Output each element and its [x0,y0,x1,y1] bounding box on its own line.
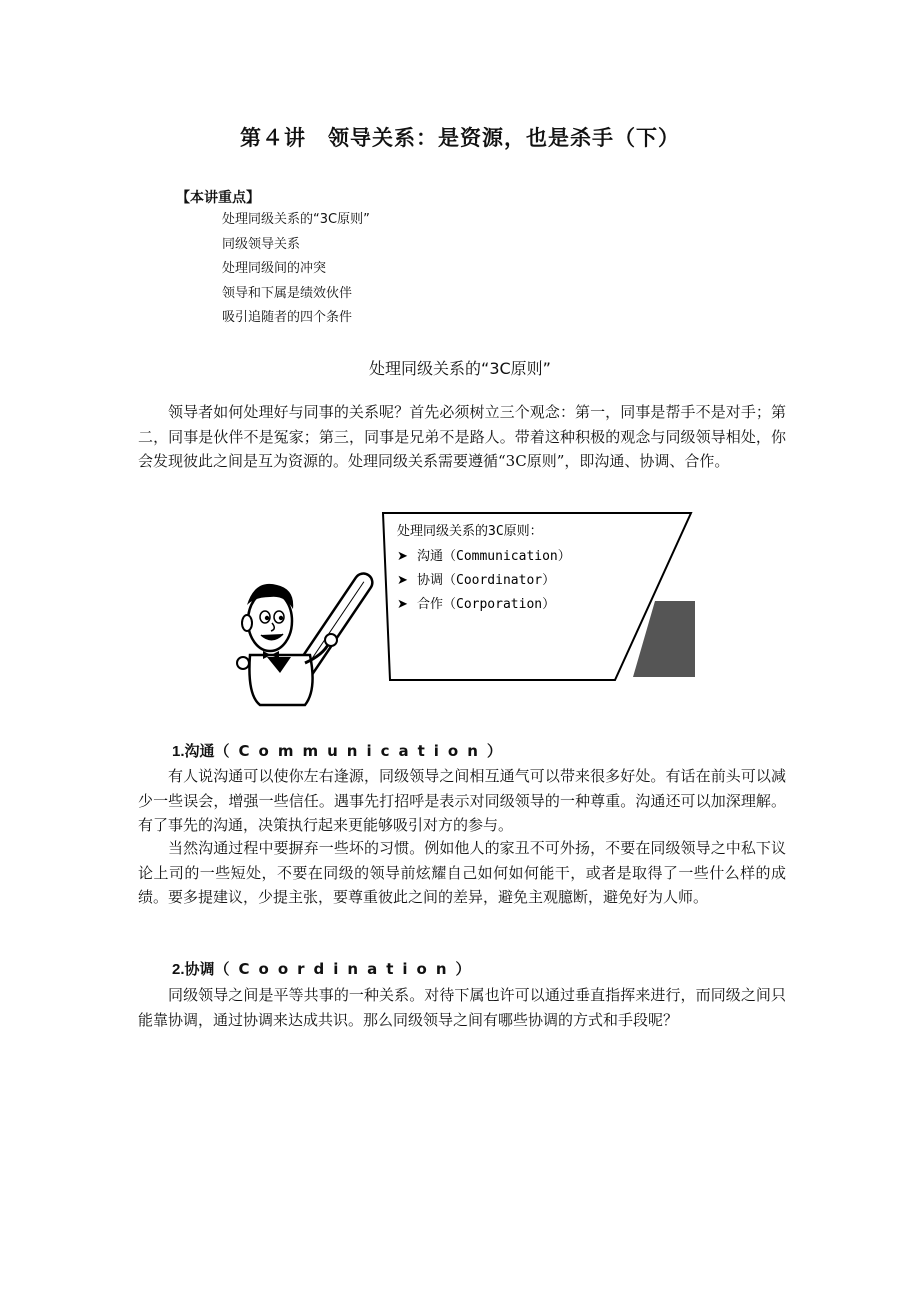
board-bullet: 协调（Coordinator） [417,573,556,588]
3c-principle-figure [225,505,705,710]
communication-paragraph: 当然沟通过程中要摒弃一些坏的习惯。例如他人的家丑不可外扬，不要在同级领导之中私下议论上司的一些短处，不要在同级的领导前炫耀自己如何如何能干，或者是取得了一些什么样的成绩。要多提建议，少提主张，要尊重彼此之间的差异，避免主观臆断，避免好为人师。 [138,839,786,906]
coordination-paragraph: 同级领导之间是平等共事的一种关系。对待下属也许可以通过垂直指挥来进行，而同级之间只能靠协调，通过协调来达成共识。那么同级领导之间有哪些协调的方式和手段呢？ [138,986,786,1029]
arrow-bullet-icon: ➤ [397,549,408,564]
lecture-title: 第４讲 领导关系：是资源，也是杀手（下） [240,126,680,150]
arrow-bullet-icon: ➤ [397,573,408,588]
focus-item: 同级领导关系 [222,236,301,252]
board-bullet: 合作（Corporation） [417,597,556,612]
focus-item: 领导和下属是绩效伙伴 [222,285,353,301]
heading-communication [172,740,511,761]
communication-paragraph: 有人说沟通可以使你左右逢源，同级领导之间相互通气可以带来很多好处。有话在前头可以减少一些误会，增强一些信任。遇事先打招呼是表示对同级领导的一种尊重。沟通还可以加深理解。有了事先的沟通，决策执行起来更能够吸引对方的参与。 [138,767,786,834]
heading-en: （Coordination） [214,960,480,978]
heading-cn: 协调 [184,960,215,978]
intro-paragraph: 领导者如何处理好与同事的关系呢？首先必须树立三个观念：第一，同事是帮手不是对手；第二，同事是伙伴不是冤家；第三，同事是兄弟不是路人。带着这种积极的观念与同级领导相处，你会发现彼此之间是互为资源的。处理同级关系需要遵循“3C原则”，即沟通、协调、合作。 [138,403,786,470]
board-title: 处理同级关系的3C原则： [397,524,543,539]
heading-number: 2. [172,961,185,978]
cartoon-presenter-icon [237,570,376,705]
heading-coordination [172,958,480,979]
arrow-bullet-icon: ➤ [397,597,408,612]
board-bullet: 沟通（Communication） [417,549,571,564]
focus-item: 处理同级关系的“3C原则” [222,212,370,227]
heading-number: 1. [172,743,185,760]
section-title: 处理同级关系的“3C原则” [369,359,551,378]
focus-heading: 【本讲重点】 [176,190,260,206]
heading-en: （Communication） [214,742,511,760]
focus-item: 吸引追随者的四个条件 [222,310,353,325]
focus-list [222,208,370,331]
focus-item: 处理同级间的冲突 [222,261,327,276]
heading-cn: 沟通 [184,742,215,760]
